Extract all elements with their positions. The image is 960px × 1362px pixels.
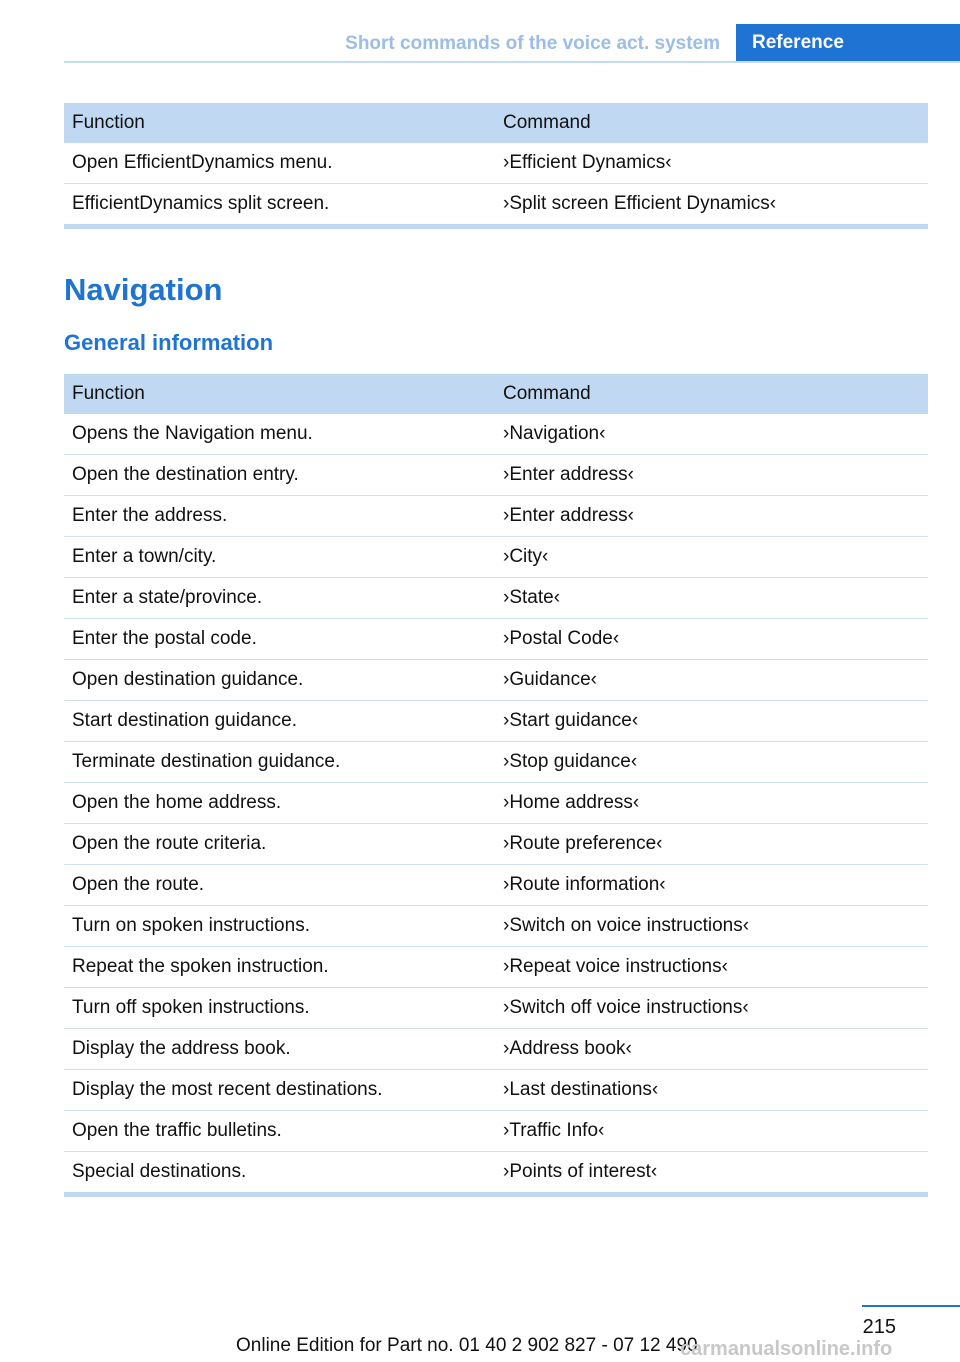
table-row — [64, 1070, 928, 1111]
header-tab-reference: Reference — [736, 24, 960, 62]
command-cell: ›Repeat voice instructions‹ — [495, 947, 928, 988]
function-cell: Terminate destination guidance. — [64, 742, 495, 783]
function-cell: Open the route criteria. — [64, 824, 495, 865]
table-row — [64, 988, 928, 1029]
command-cell: ›Postal Code‹ — [495, 619, 928, 660]
table-row — [64, 1152, 928, 1195]
navigation-commands-table — [64, 374, 928, 1197]
table-header-row — [64, 374, 928, 414]
watermark: carmanualsonline.info — [680, 1338, 893, 1360]
command-cell: ›Split screen Efficient Dynamics‹ — [495, 184, 928, 227]
command-cell: ›Stop guidance‹ — [495, 742, 928, 783]
table-row — [64, 906, 928, 947]
table-row — [64, 742, 928, 783]
function-cell: Enter a state/province. — [64, 578, 495, 619]
table-row — [64, 619, 928, 660]
command-cell: ›State‹ — [495, 578, 928, 619]
column-header-function: Function — [64, 103, 495, 143]
header-divider — [64, 61, 960, 63]
table-row — [64, 947, 928, 988]
table-row — [64, 455, 928, 496]
table-row — [64, 578, 928, 619]
function-cell: Start destination guidance. — [64, 701, 495, 742]
command-cell: ›Guidance‹ — [495, 660, 928, 701]
function-cell: Open the destination entry. — [64, 455, 495, 496]
column-header-command: Command — [495, 103, 928, 143]
function-cell: Open the home address. — [64, 783, 495, 824]
table-row — [64, 184, 928, 227]
function-cell: Open destination guidance. — [64, 660, 495, 701]
section-subtitle: General information — [64, 330, 274, 355]
function-cell: Repeat the spoken instruction. — [64, 947, 495, 988]
function-cell: Enter the address. — [64, 496, 495, 537]
table-row — [64, 865, 928, 906]
function-cell: Open EfficientDynamics menu. — [64, 143, 495, 184]
section-title: Navigation — [64, 272, 223, 307]
command-cell: ›Switch on voice instructions‹ — [495, 906, 928, 947]
table-row — [64, 783, 928, 824]
table-row — [64, 496, 928, 537]
command-cell: ›Efficient Dynamics‹ — [495, 143, 928, 184]
function-cell: Open the traffic bulletins. — [64, 1111, 495, 1152]
function-cell: Enter the postal code. — [64, 619, 495, 660]
table-row — [64, 1111, 928, 1152]
table-header-row — [64, 103, 928, 143]
command-cell: ›Switch off voice instructions‹ — [495, 988, 928, 1029]
table-row — [64, 1029, 928, 1070]
function-cell: EfficientDynamics split screen. — [64, 184, 495, 227]
command-cell: ›Home address‹ — [495, 783, 928, 824]
function-cell: Turn off spoken instructions. — [64, 988, 495, 1029]
function-cell: Opens the Navigation menu. — [64, 414, 495, 455]
command-cell: ›Address book‹ — [495, 1029, 928, 1070]
efficient-dynamics-commands-table — [64, 103, 928, 229]
table-row — [64, 824, 928, 865]
command-cell: ›Points of interest‹ — [495, 1152, 928, 1195]
table-row — [64, 660, 928, 701]
table-row — [64, 414, 928, 455]
command-cell: ›Enter address‹ — [495, 455, 928, 496]
command-cell: ›Navigation‹ — [495, 414, 928, 455]
function-cell: Turn on spoken instructions. — [64, 906, 495, 947]
command-cell: ›Enter address‹ — [495, 496, 928, 537]
command-cell: ›Traffic Info‹ — [495, 1111, 928, 1152]
function-cell: Display the address book. — [64, 1029, 495, 1070]
page-number: 215 — [862, 1316, 896, 1338]
footer-edition-text: Online Edition for Part no. 01 40 2 902 827 - 07 12 490 — [236, 1335, 698, 1356]
table-row — [64, 701, 928, 742]
table-row — [64, 143, 928, 184]
command-cell: ›Last destinations‹ — [495, 1070, 928, 1111]
function-cell: Special destinations. — [64, 1152, 495, 1195]
column-header-command: Command — [495, 374, 928, 414]
function-cell: Enter a town/city. — [64, 537, 495, 578]
header-section-title: Short commands of the voice act. system — [345, 33, 720, 54]
command-cell: ›Route preference‹ — [495, 824, 928, 865]
function-cell: Display the most recent destinations. — [64, 1070, 495, 1111]
command-cell: ›Start guidance‹ — [495, 701, 928, 742]
command-cell: ›City‹ — [495, 537, 928, 578]
page-number-divider — [862, 1305, 960, 1307]
column-header-function: Function — [64, 374, 495, 414]
command-cell: ›Route information‹ — [495, 865, 928, 906]
function-cell: Open the route. — [64, 865, 495, 906]
table-row — [64, 537, 928, 578]
